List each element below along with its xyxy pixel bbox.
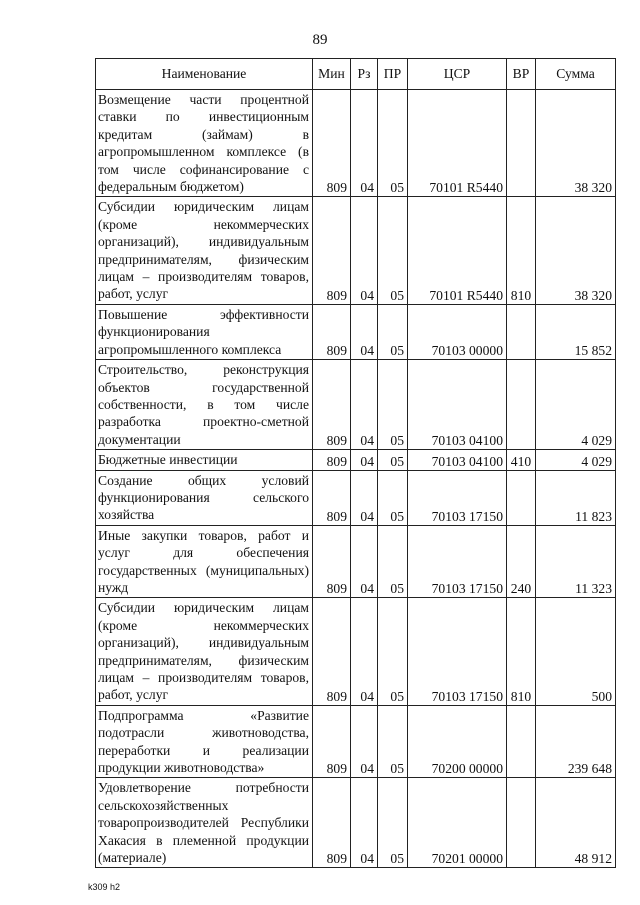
header-sum: Сумма xyxy=(536,59,616,90)
row-vr xyxy=(507,360,536,450)
row-pr: 05 xyxy=(378,197,408,304)
row-csr: 70103 00000 xyxy=(408,304,507,359)
row-sum: 11 323 xyxy=(536,525,616,598)
row-rz: 04 xyxy=(351,450,378,470)
row-rz: 04 xyxy=(351,197,378,304)
row-min: 809 xyxy=(313,525,351,598)
row-min: 809 xyxy=(313,705,351,778)
row-csr: 70201 00000 xyxy=(408,778,507,868)
header-rz: Рз xyxy=(351,59,378,90)
table-row xyxy=(96,525,616,598)
header-pr: ПР xyxy=(378,59,408,90)
row-name: Возмещение части процентной ставки по инвестиционным кредитам (займам) в агропромышленном комплексе (в том числе софинансирование с федеральным бюджетом) xyxy=(96,90,313,197)
row-name: Бюджетные инвестиции xyxy=(96,450,313,470)
row-rz: 04 xyxy=(351,360,378,450)
row-vr xyxy=(507,304,536,359)
page-number: 89 xyxy=(312,32,328,48)
row-vr: 410 xyxy=(507,450,536,470)
table-row xyxy=(96,705,616,778)
row-pr: 05 xyxy=(378,598,408,705)
row-pr: 05 xyxy=(378,304,408,359)
table-row xyxy=(96,197,616,304)
row-pr: 05 xyxy=(378,778,408,868)
header-vr: ВР xyxy=(507,59,536,90)
row-sum: 4 029 xyxy=(536,450,616,470)
table-row xyxy=(96,598,616,705)
row-name: Субсидии юридическим лицам (кроме некоммерческих организаций), индивидуальным предпринимателям, физическим лицам – производителям товаров, работ, услуг xyxy=(96,197,313,304)
row-vr: 240 xyxy=(507,525,536,598)
row-sum: 38 320 xyxy=(536,197,616,304)
row-name: Создание общих условий функционирования сельского хозяйства xyxy=(96,470,313,525)
table-row xyxy=(96,470,616,525)
row-name: Подпрограмма «Развитие подотрасли животноводства, переработки и реализации продукции животноводства» xyxy=(96,705,313,778)
row-sum: 15 852 xyxy=(536,304,616,359)
row-min: 809 xyxy=(313,450,351,470)
row-pr: 05 xyxy=(378,360,408,450)
row-rz: 04 xyxy=(351,470,378,525)
row-min: 809 xyxy=(313,304,351,359)
row-csr: 70200 00000 xyxy=(408,705,507,778)
row-csr: 70103 17150 xyxy=(408,470,507,525)
row-sum: 48 912 xyxy=(536,778,616,868)
row-sum: 38 320 xyxy=(536,90,616,197)
table-row xyxy=(96,304,616,359)
row-name: Строительство, реконструкция объектов государственной собственности, в том числе разработка проектно-сметной документации xyxy=(96,360,313,450)
row-rz: 04 xyxy=(351,90,378,197)
row-rz: 04 xyxy=(351,778,378,868)
header-min: Мин xyxy=(313,59,351,90)
footer-code: k309 h2 xyxy=(88,882,121,892)
table-body xyxy=(96,90,616,868)
row-vr xyxy=(507,90,536,197)
row-pr: 05 xyxy=(378,450,408,470)
row-vr xyxy=(507,705,536,778)
row-csr: 70103 04100 xyxy=(408,450,507,470)
header-name: Наименование xyxy=(96,59,313,90)
row-rz: 04 xyxy=(351,304,378,359)
row-pr: 05 xyxy=(378,525,408,598)
row-min: 809 xyxy=(313,470,351,525)
row-rz: 04 xyxy=(351,598,378,705)
row-name: Субсидии юридическим лицам (кроме некоммерческих организаций), индивидуальным предпринимателям, физическим лицам – производителям товаров, работ, услуг xyxy=(96,598,313,705)
header-csr: ЦСР xyxy=(408,59,507,90)
row-vr: 810 xyxy=(507,598,536,705)
row-name: Повышение эффективности функционирования агропромышленного комплекса xyxy=(96,304,313,359)
row-min: 809 xyxy=(313,360,351,450)
row-sum: 239 648 xyxy=(536,705,616,778)
table-row xyxy=(96,90,616,197)
row-min: 809 xyxy=(313,598,351,705)
row-pr: 05 xyxy=(378,90,408,197)
row-name: Удовлетворение потребности сельскохозяйственных товаропроизводителей Республики Хакасия в племенной продукции (материале) xyxy=(96,778,313,868)
row-pr: 05 xyxy=(378,705,408,778)
row-min: 809 xyxy=(313,778,351,868)
row-min: 809 xyxy=(313,90,351,197)
row-sum: 4 029 xyxy=(536,360,616,450)
row-name: Иные закупки товаров, работ и услуг для обеспечения государственных (муниципальных) нужд xyxy=(96,525,313,598)
row-rz: 04 xyxy=(351,525,378,598)
row-sum: 500 xyxy=(536,598,616,705)
row-csr: 70103 04100 xyxy=(408,360,507,450)
table-row xyxy=(96,778,616,868)
budget-table xyxy=(95,58,616,868)
row-csr: 70103 17150 xyxy=(408,598,507,705)
table-header-row xyxy=(96,59,616,90)
row-rz: 04 xyxy=(351,705,378,778)
row-vr xyxy=(507,778,536,868)
row-csr: 70101 R5440 xyxy=(408,197,507,304)
row-csr: 70103 17150 xyxy=(408,525,507,598)
row-vr: 810 xyxy=(507,197,536,304)
row-pr: 05 xyxy=(378,470,408,525)
table-row xyxy=(96,450,616,470)
row-min: 809 xyxy=(313,197,351,304)
row-csr: 70101 R5440 xyxy=(408,90,507,197)
table-row xyxy=(96,360,616,450)
row-vr xyxy=(507,470,536,525)
row-sum: 11 823 xyxy=(536,470,616,525)
